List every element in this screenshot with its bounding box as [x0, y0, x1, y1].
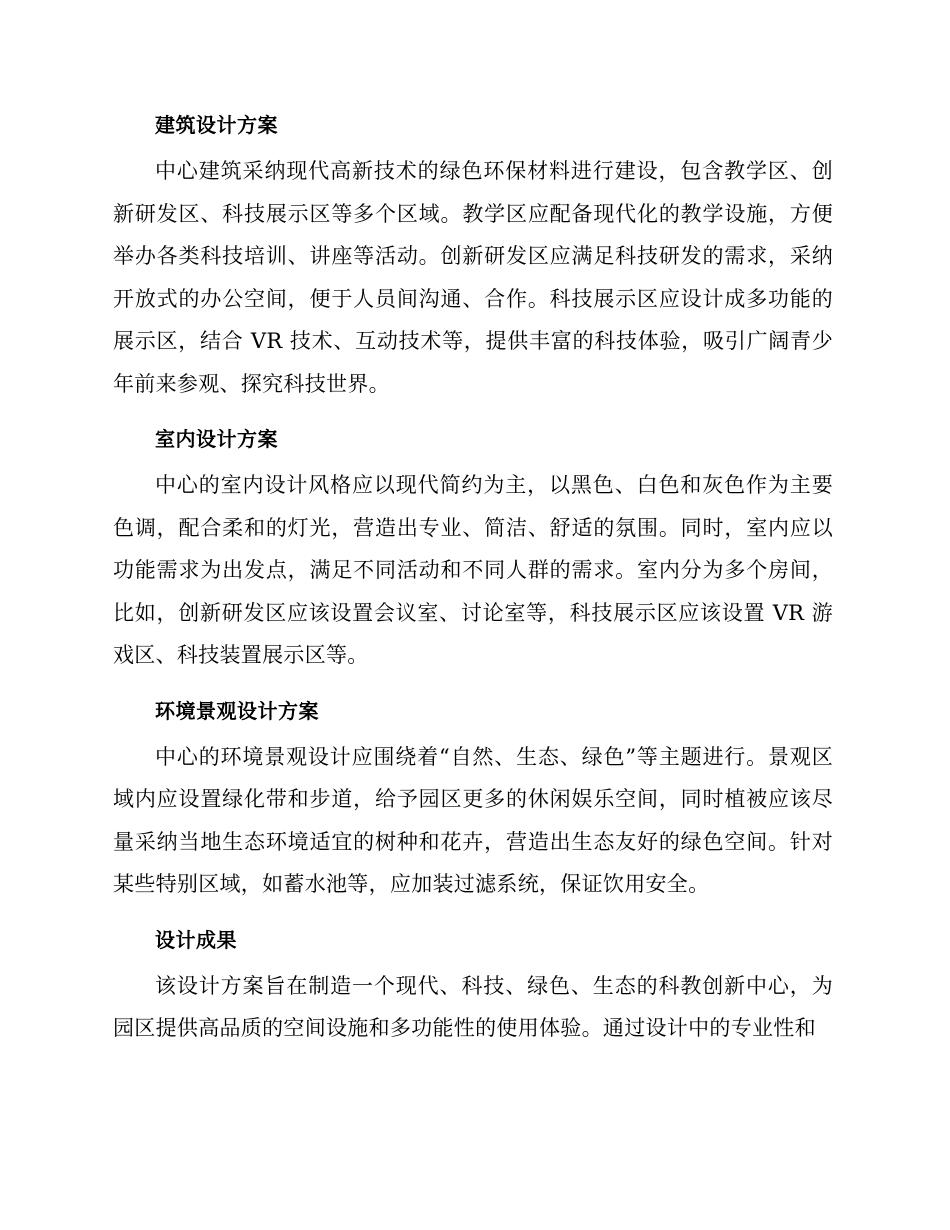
- section-paragraph: 中心的环境景观设计应围绕着“自然、生态、绿色”等主题进行。景观区域内应设置绿化带和步道，给予园区更多的休闲娱乐空间，同时植被应该尽量采纳当地生态环境适宜的树种和花卉，营造出生态友好的绿色空间。针对某些特别区域，如蓄水池等，应加装过滤系统，保证饮用安全。: [113, 744, 833, 896]
- section-interior-design: [113, 419, 833, 677]
- section-heading: 设计成果: [155, 927, 237, 952]
- section-design-results: [113, 920, 833, 1050]
- section-heading: 环境景观设计方案: [155, 698, 319, 723]
- section-heading: 室内设计方案: [155, 427, 278, 451]
- section-architecture-design: [113, 105, 833, 405]
- section-paragraph: 中心的室内设计风格应以现代简约为主，以黑色、白色和灰色作为主要色调，配合柔和的灯光，营造出专业、简洁、舒适的氛围。同时，室内应以功能需求为出发点，满足不同活动和不同人群的需求。室内分为多个房间，比如，创新研发区应该设置会议室、讨论室等，科技展示区应该设置 VR 游戏区、科技装置展示区等。: [113, 473, 833, 667]
- section-landscape-design: [113, 691, 833, 906]
- section-heading: 建筑设计方案: [155, 113, 278, 137]
- document-content: [113, 105, 833, 1064]
- section-paragraph: 中心建筑采纳现代高新技术的绿色环保材料进行建设，包含教学区、创新研发区、科技展示区等多个区域。教学区应配备现代化的教学设施，方便举办各类科技培训、讲座等活动。创新研发区应满足科技研发的需求，采纳开放式的办公空间，便于人员间沟通、合作。科技展示区应设计成多功能的展示区，结合 VR 技术、互动技术等，提供丰富的科技体验，吸引广阔青少年前来参观、探究科技世界。: [113, 159, 833, 396]
- section-paragraph: 该设计方案旨在制造一个现代、科技、绿色、生态的科教创新中心，为园区提供高品质的空间设施和多功能性的使用体验。通过设计中的专业性和: [113, 973, 833, 1040]
